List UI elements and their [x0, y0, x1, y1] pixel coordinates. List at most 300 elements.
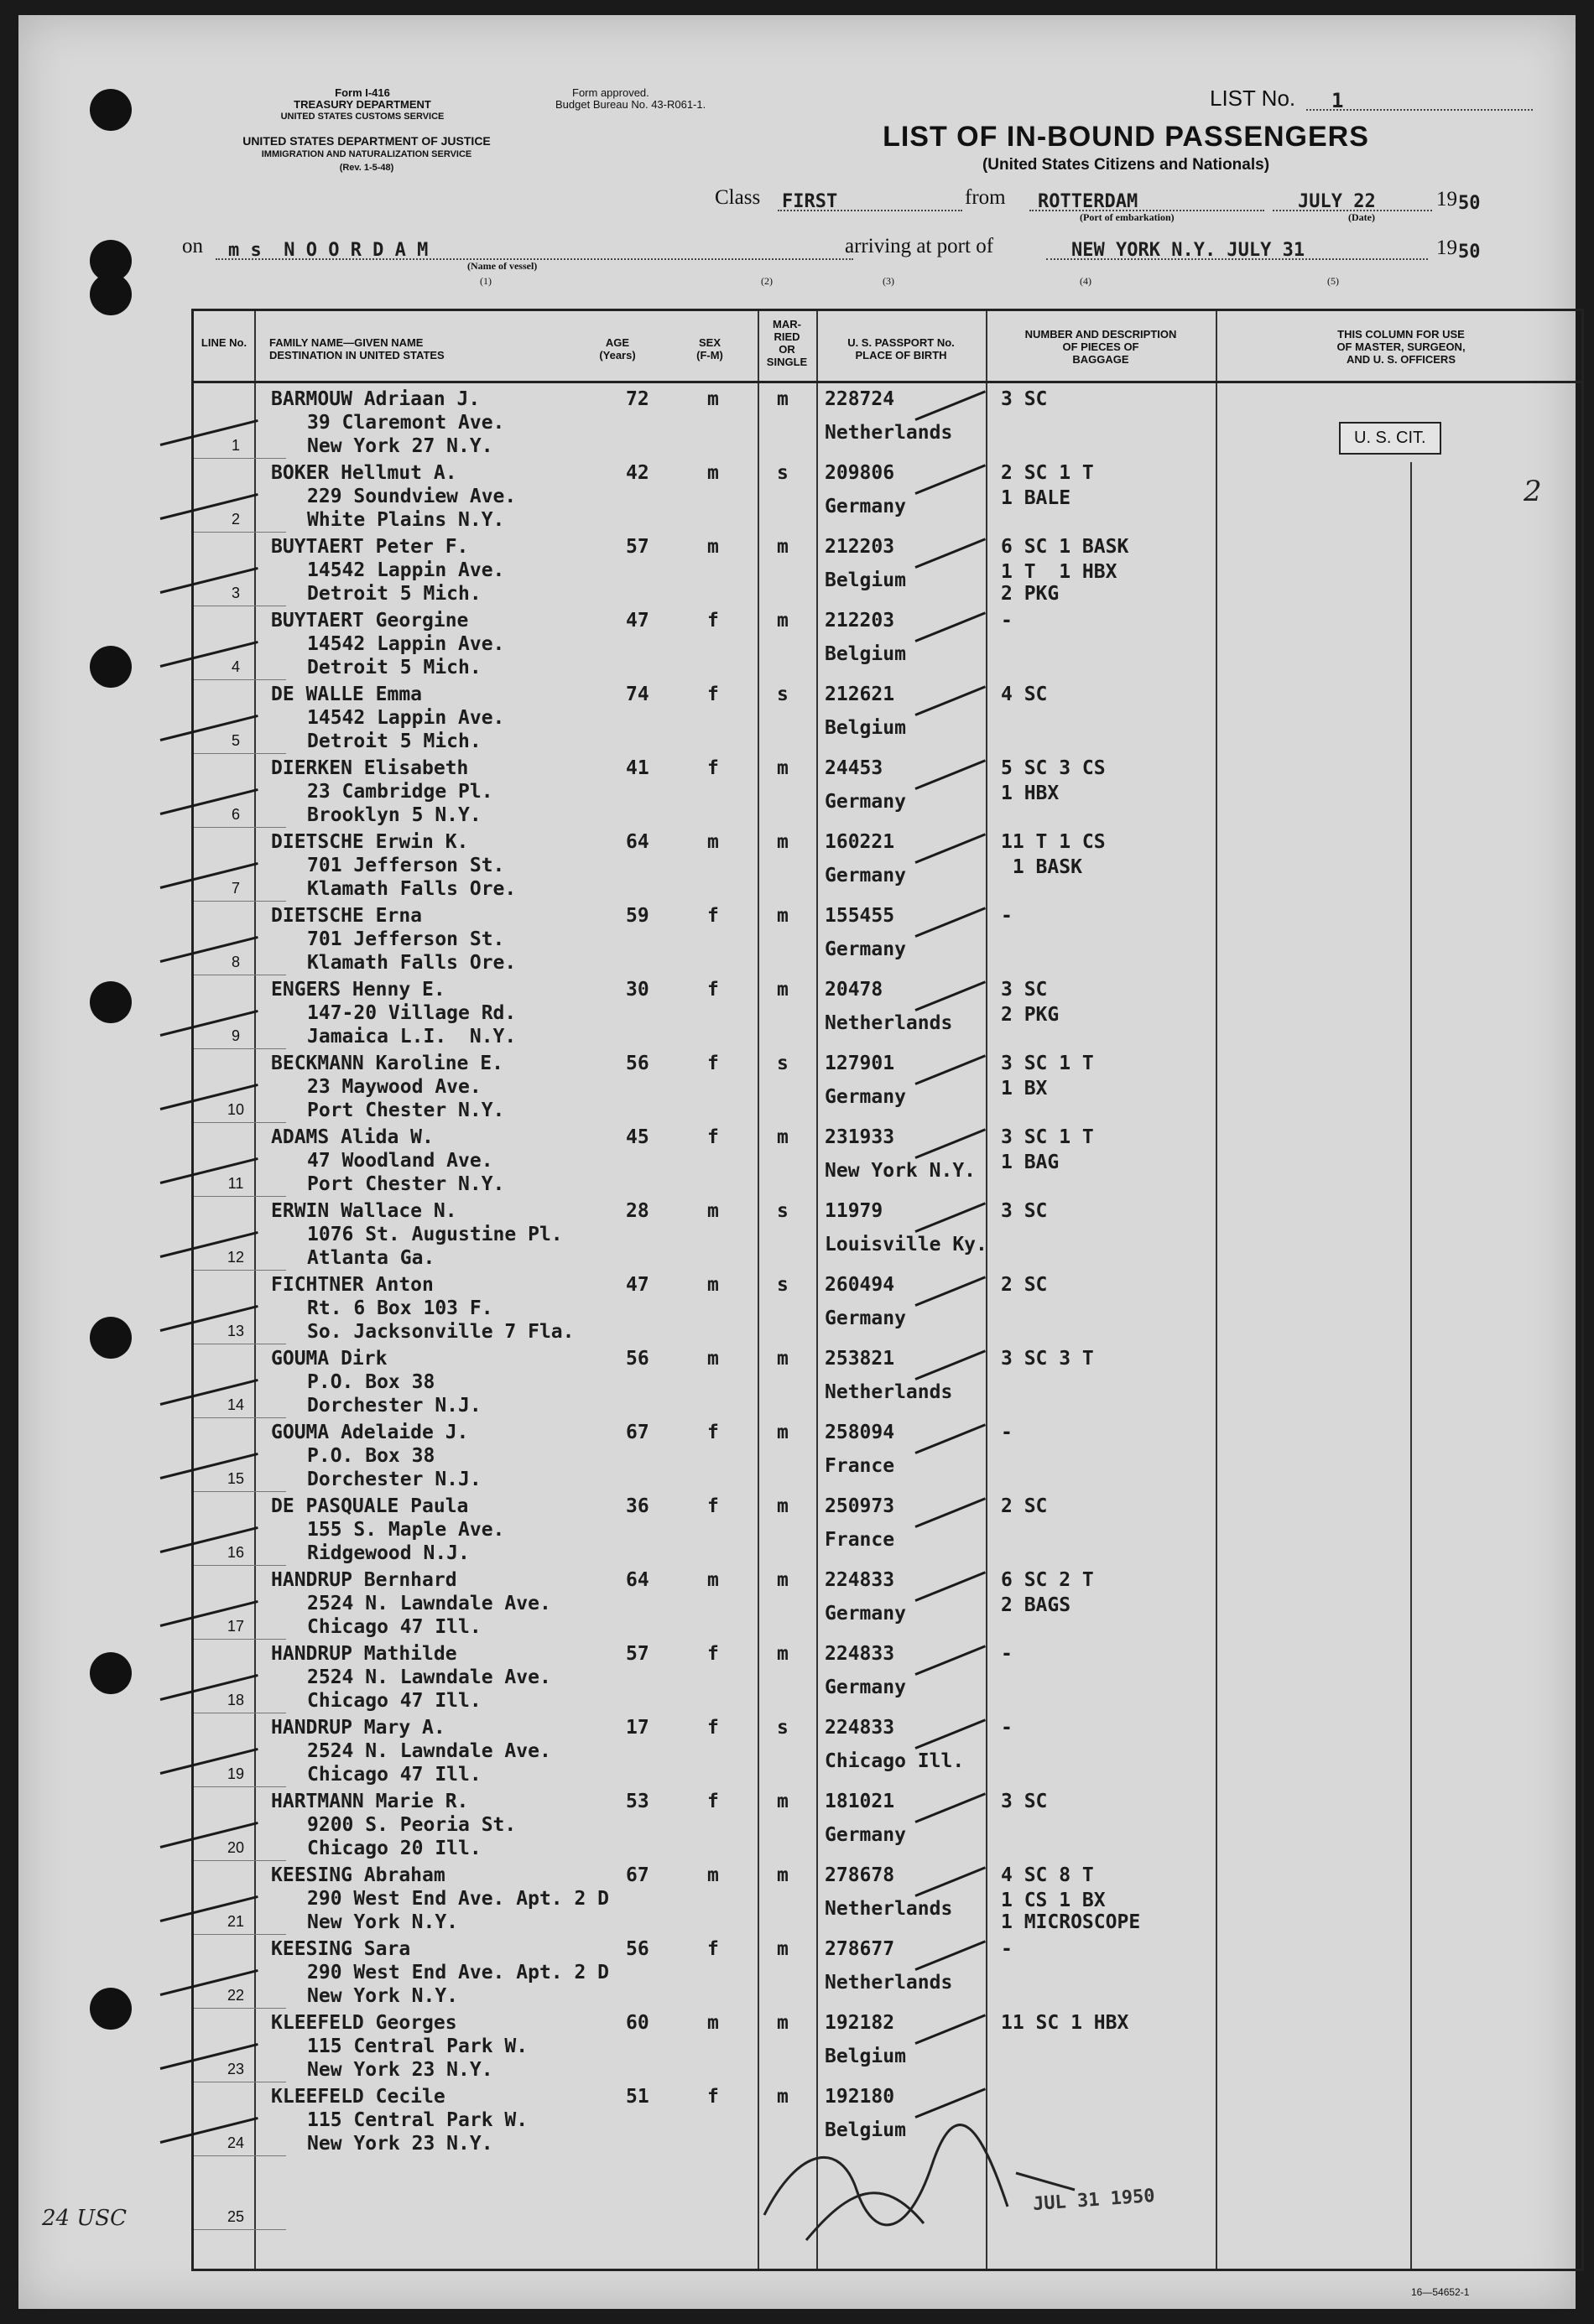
header-passport: U. S. PASSPORT No. PLACE OF BIRTH: [847, 336, 955, 361]
table-row: [194, 754, 1586, 828]
passport-checkmark: [914, 1202, 986, 1232]
baggage-line-1: 4 SC: [1001, 684, 1048, 705]
passenger-name: HANDRUP Bernhard: [271, 1569, 457, 1591]
passenger-name: ENGERS Henny E.: [271, 979, 445, 1001]
address-line-2: Klamath Falls Ore.: [307, 878, 517, 900]
treasury-department: TREASURY DEPARTMENT: [294, 98, 431, 111]
line-number: 2: [231, 511, 240, 528]
baggage-line-1: 4 SC 8 T: [1001, 1864, 1094, 1886]
form-approved: Form approved.: [572, 86, 649, 99]
passenger-age: 47: [626, 610, 649, 632]
baggage-line-2: 1 HBX: [1001, 782, 1060, 804]
passenger-sex: f: [707, 1938, 719, 1960]
line-number: 6: [231, 806, 240, 823]
form-header-treasury: [237, 87, 488, 122]
passenger-sex: f: [707, 1495, 719, 1517]
table-row: [194, 533, 1586, 606]
marital-status: m: [777, 1864, 789, 1886]
passport-checkmark: [914, 464, 986, 494]
passport-checkmark: [914, 1128, 986, 1158]
passenger-name: KLEEFELD Cecile: [271, 2086, 445, 2108]
date-note: (Date): [1348, 211, 1375, 223]
passenger-age: 74: [626, 684, 649, 705]
line-number: 25: [227, 2208, 245, 2225]
passport-number: 155455: [825, 905, 895, 927]
table-row: [194, 459, 1586, 533]
address-line-1: 14542 Lappin Ave.: [307, 707, 505, 729]
passport-number: 20478: [825, 979, 883, 1001]
marital-status: m: [777, 536, 789, 558]
address-line-1: 115 Central Park W.: [307, 2035, 529, 2057]
passenger-name: DE WALLE Emma: [271, 684, 423, 705]
passport-number: 228724: [825, 388, 895, 410]
address-line-2: Klamath Falls Ore.: [307, 952, 517, 974]
passenger-sex: f: [707, 684, 719, 705]
place-of-birth: Germany: [825, 1308, 906, 1329]
line-number: 9: [231, 1027, 240, 1044]
passenger-name: KEESING Sara: [271, 1938, 411, 1960]
arriving-label: arriving at port of: [845, 235, 994, 257]
address-line-1: 23 Cambridge Pl.: [307, 781, 493, 803]
line-number: 15: [227, 1470, 245, 1487]
passenger-name: ADAMS Alida W.: [271, 1126, 434, 1148]
address-line-1: 14542 Lappin Ave.: [307, 559, 505, 581]
marital-status: m: [777, 2012, 789, 2034]
place-of-birth: France: [825, 1455, 895, 1477]
officer-signature: [731, 2114, 1083, 2257]
address-line-2: Chicago 47 Ill.: [307, 1764, 482, 1786]
passport-checkmark: [914, 1349, 986, 1380]
line-number: 24: [227, 2134, 245, 2151]
passenger-age: 72: [626, 388, 649, 410]
margin-handwritten-note: 24 USC: [42, 2206, 127, 2231]
address-line-1: 2524 N. Lawndale Ave.: [307, 1740, 551, 1762]
punch-hole: [90, 1988, 132, 2030]
passenger-age: 56: [626, 1053, 649, 1074]
line-number: 13: [227, 1323, 245, 1339]
place-of-birth: Chicago Ill.: [825, 1750, 965, 1772]
address-line-1: 290 West End Ave. Apt. 2 D: [307, 1962, 610, 1983]
address-line-1: 701 Jefferson St.: [307, 928, 505, 950]
table-row: [194, 606, 1586, 680]
year-suffix: 50: [1458, 193, 1481, 214]
column-number-3: (3): [883, 275, 894, 287]
place-of-birth: Belgium: [825, 2046, 906, 2067]
passport-number: 260494: [825, 1274, 895, 1296]
place-of-birth: Germany: [825, 938, 906, 960]
passport-checkmark: [914, 1497, 986, 1527]
passport-checkmark: [914, 611, 986, 642]
passenger-age: 60: [626, 2012, 649, 2034]
passport-number: 278677: [825, 1938, 895, 1960]
table-row: [194, 2009, 1586, 2082]
baggage-line-2: 1 CS 1 BX: [1001, 1890, 1106, 1911]
us-citizen-stamp: U. S. CIT.: [1339, 422, 1441, 455]
address-line-1: 229 Soundview Ave.: [307, 486, 517, 507]
header-sex: SEX (F-M): [696, 336, 723, 361]
marital-status: m: [777, 1126, 789, 1148]
passport-number: 253821: [825, 1348, 895, 1370]
passport-number: 160221: [825, 831, 895, 853]
budget-bureau: Budget Bureau No. 43-R061-1.: [555, 98, 706, 111]
passenger-age: 36: [626, 1495, 649, 1517]
address-line-2: Chicago 47 Ill.: [307, 1616, 482, 1638]
address-line-1: 701 Jefferson St.: [307, 855, 505, 876]
passport-checkmark: [914, 1866, 986, 1896]
address-line-1: 155 S. Maple Ave.: [307, 1519, 505, 1541]
baggage-line-1: 3 SC 1 T: [1001, 1053, 1094, 1074]
passenger-sex: f: [707, 979, 719, 1001]
column-number-4: (4): [1080, 275, 1091, 287]
passenger-age: 67: [626, 1422, 649, 1443]
year-prefix: 19: [1436, 188, 1457, 211]
departure-date: JULY 22: [1298, 191, 1376, 212]
form-header-justice: [161, 134, 572, 174]
form-approval: [555, 87, 807, 111]
passenger-name: KEESING Abraham: [271, 1864, 445, 1886]
address-line-2: Detroit 5 Mich.: [307, 730, 482, 752]
address-line-1: P.O. Box 38: [307, 1371, 435, 1393]
baggage-line-1: 11 SC 1 HBX: [1001, 2012, 1129, 2034]
line-number: 3: [231, 585, 240, 601]
line-number: 23: [227, 2061, 245, 2077]
marital-status: m: [777, 1348, 789, 1370]
passenger-age: 56: [626, 1938, 649, 1960]
passport-number: 212203: [825, 536, 895, 558]
passport-checkmark: [914, 1792, 986, 1822]
place-of-birth: New York N.Y.: [825, 1160, 977, 1182]
passenger-sex: f: [707, 1053, 719, 1074]
table-row: [194, 1713, 1586, 1787]
customs-service: UNITED STATES CUSTOMS SERVICE: [280, 112, 445, 122]
punch-hole: [90, 1652, 132, 1694]
baggage-line-1: 3 SC: [1001, 979, 1048, 1001]
passport-number: 278678: [825, 1864, 895, 1886]
line-number: 22: [227, 1987, 245, 2004]
place-of-birth: Belgium: [825, 717, 906, 739]
table-row: [194, 1123, 1586, 1197]
passenger-sex: m: [707, 831, 719, 853]
address-line-2: New York 27 N.Y.: [307, 435, 493, 457]
punch-hole: [90, 273, 132, 315]
passenger-age: 45: [626, 1126, 649, 1148]
header-married: MAR- RIED OR SINGLE: [766, 318, 808, 368]
ins-service: IMMIGRATION AND NATURALIZATION SERVICE: [261, 149, 472, 159]
passenger-name: HANDRUP Mary A.: [271, 1717, 445, 1739]
address-line-2: Detroit 5 Mich.: [307, 583, 482, 605]
passport-checkmark: [914, 1571, 986, 1601]
place-of-birth: Germany: [825, 1086, 906, 1108]
place-of-birth: Netherlands: [825, 1381, 953, 1403]
table-row: [194, 1566, 1586, 1640]
passenger-name: BUYTAERT Peter F.: [271, 536, 469, 558]
address-line-2: New York N.Y.: [307, 1911, 459, 1933]
address-line-2: Port Chester N.Y.: [307, 1100, 505, 1121]
list-number-label: LIST No.: [1210, 86, 1296, 111]
passport-checkmark: [914, 390, 986, 420]
baggage-line-3: 2 PKG: [1001, 583, 1060, 605]
passenger-age: 42: [626, 462, 649, 484]
passenger-sex: f: [707, 1422, 719, 1443]
address-line-2: New York 23 N.Y.: [307, 2133, 493, 2155]
header-baggage: NUMBER AND DESCRIPTION OF PIECES OF BAGGAGE: [1024, 328, 1177, 366]
passport-number: 250973: [825, 1495, 895, 1517]
passenger-age: 64: [626, 1569, 649, 1591]
passenger-age: 57: [626, 1643, 649, 1665]
address-line-2: White Plains N.Y.: [307, 509, 505, 531]
passport-number: 24453: [825, 757, 883, 779]
address-line-1: 23 Maywood Ave.: [307, 1076, 482, 1098]
place-of-birth: Germany: [825, 496, 906, 517]
header-rule: [194, 381, 1581, 383]
passenger-name: BECKMANN Karoline E.: [271, 1053, 503, 1074]
page-subtitle: (United States Citizens and Nationals): [982, 156, 1270, 174]
passport-number: 192182: [825, 2012, 895, 2034]
passenger-sex: f: [707, 1791, 719, 1812]
line-number: 12: [227, 1249, 245, 1266]
passenger-name: HARTMANN Marie R.: [271, 1791, 469, 1812]
passenger-table: [191, 309, 1584, 2271]
line-number: 19: [227, 1765, 245, 1782]
baggage-line-2: 1 BALE: [1001, 487, 1071, 509]
passenger-age: 56: [626, 1348, 649, 1370]
line-number: 18: [227, 1692, 245, 1708]
officer-handwritten-mark: 2: [1524, 475, 1542, 508]
table-row: [194, 1049, 1586, 1123]
arrival-value: NEW YORK N.Y. JULY 31: [1071, 240, 1305, 261]
arrival-year-prefix: 19: [1436, 237, 1457, 259]
baggage-line-1: 5 SC 3 CS: [1001, 757, 1106, 779]
address-line-1: Rt. 6 Box 103 F.: [307, 1297, 493, 1319]
address-line-2: New York N.Y.: [307, 1985, 459, 2007]
vessel-note: (Name of vessel): [467, 260, 538, 272]
passport-checkmark: [914, 685, 986, 715]
baggage-line-2: 1 BASK: [1001, 856, 1082, 878]
passenger-name: BARMOUW Adriaan J.: [271, 388, 481, 410]
passenger-sex: f: [707, 905, 719, 927]
passenger-age: 51: [626, 2086, 649, 2108]
marital-status: s: [777, 684, 789, 705]
port-embarkation-note: (Port of embarkation): [1080, 211, 1175, 223]
passenger-sex: f: [707, 757, 719, 779]
marital-status: s: [777, 1053, 789, 1074]
marital-status: m: [777, 1495, 789, 1517]
passport-checkmark: [914, 1645, 986, 1675]
line-number: 20: [227, 1839, 245, 1856]
place-of-birth: Netherlands: [825, 422, 953, 444]
table-row: [194, 1271, 1586, 1344]
table-row: [194, 902, 1586, 975]
baggage-line-1: -: [1001, 1938, 1013, 1960]
marital-status: m: [777, 757, 789, 779]
passport-number: 212621: [825, 684, 895, 705]
punch-hole: [90, 89, 132, 131]
header-name: FAMILY NAME—GIVEN NAME DESTINATION IN UNITED STATES: [269, 336, 445, 361]
passenger-name: BOKER Hellmut A.: [271, 462, 457, 484]
table-row: [194, 1418, 1586, 1492]
baggage-line-2: 2 BAGS: [1001, 1594, 1071, 1616]
justice-department: UNITED STATES DEPARTMENT OF JUSTICE: [242, 134, 491, 148]
place-of-birth: Belgium: [825, 2119, 906, 2141]
table-row: [194, 1935, 1586, 2009]
place-of-birth: Germany: [825, 1603, 906, 1625]
form-revision: (Rev. 1-5-48): [339, 163, 394, 173]
from-label: from: [965, 186, 1006, 209]
address-line-1: 2524 N. Lawndale Ave.: [307, 1666, 551, 1688]
punch-hole: [90, 981, 132, 1023]
passport-number: 11979: [825, 1200, 883, 1222]
marital-status: m: [777, 905, 789, 927]
marital-status: m: [777, 610, 789, 632]
passenger-sex: m: [707, 388, 719, 410]
baggage-line-1: 6 SC 2 T: [1001, 1569, 1094, 1591]
passport-checkmark: [914, 759, 986, 789]
baggage-line-2: 2 PKG: [1001, 1004, 1060, 1026]
marital-status: m: [777, 1791, 789, 1812]
place-of-birth: Germany: [825, 791, 906, 813]
baggage-line-1: -: [1001, 905, 1013, 927]
passport-checkmark: [914, 833, 986, 863]
on-label: on: [182, 235, 203, 257]
table-row: [194, 1861, 1586, 1935]
page-title: LIST OF IN-BOUND PASSENGERS: [883, 121, 1369, 153]
baggage-line-1: -: [1001, 1643, 1013, 1665]
passport-number: 231933: [825, 1126, 895, 1148]
baggage-line-1: 3 SC 3 T: [1001, 1348, 1094, 1370]
place-of-birth: Germany: [825, 1677, 906, 1698]
place-of-birth: Germany: [825, 1824, 906, 1846]
address-line-1: 147-20 Village Rd.: [307, 1002, 517, 1024]
place-of-birth: Netherlands: [825, 1012, 953, 1034]
passenger-sex: m: [707, 1348, 719, 1370]
line-number: 8: [231, 954, 240, 970]
address-line-2: Ridgewood N.J.: [307, 1542, 470, 1564]
place-of-birth: Netherlands: [825, 1898, 953, 1920]
passenger-sex: m: [707, 1274, 719, 1296]
passenger-sex: m: [707, 462, 719, 484]
arrival-year-suffix: 50: [1458, 242, 1481, 263]
passport-checkmark: [914, 1718, 986, 1749]
table-row: [194, 975, 1586, 1049]
passenger-age: 17: [626, 1717, 649, 1739]
column-number-1: (1): [480, 275, 492, 287]
passenger-age: 57: [626, 536, 649, 558]
marital-status: m: [777, 979, 789, 1001]
baggage-line-1: -: [1001, 1717, 1013, 1739]
passenger-sex: m: [707, 1200, 719, 1222]
baggage-line-1: 3 SC: [1001, 1791, 1048, 1812]
baggage-line-2: 1 BAG: [1001, 1152, 1060, 1173]
passport-number: 181021: [825, 1791, 895, 1812]
address-line-1: 115 Central Park W.: [307, 2109, 529, 2131]
table-row: [194, 1197, 1586, 1271]
address-line-2: Detroit 5 Mich.: [307, 657, 482, 678]
address-line-2: Brooklyn 5 N.Y.: [307, 804, 482, 826]
baggage-line-1: 2 SC: [1001, 1274, 1048, 1296]
baggage-line-1: -: [1001, 1422, 1013, 1443]
passenger-age: 64: [626, 831, 649, 853]
passenger-name: DIETSCHE Erna: [271, 905, 423, 927]
passport-checkmark: [914, 1940, 986, 1970]
marital-status: m: [777, 831, 789, 853]
baggage-line-2: 1 T 1 HBX: [1001, 561, 1117, 583]
row-divider: [194, 2229, 286, 2230]
class-value: FIRST: [782, 191, 838, 212]
address-line-1: 2524 N. Lawndale Ave.: [307, 1593, 551, 1614]
passport-number: 192180: [825, 2086, 895, 2108]
passenger-name: HANDRUP Mathilde: [271, 1643, 457, 1665]
passenger-name: FICHTNER Anton: [271, 1274, 434, 1296]
passenger-name: DIERKEN Elisabeth: [271, 757, 469, 779]
from-value: ROTTERDAM: [1038, 191, 1138, 212]
baggage-line-1: 3 SC 1 T: [1001, 1126, 1094, 1148]
line-number: 10: [227, 1101, 245, 1118]
class-label: Class: [715, 186, 761, 209]
passport-number: 209806: [825, 462, 895, 484]
vessel-name: m s N O O R D A M: [228, 240, 429, 261]
marital-status: s: [777, 1274, 789, 1296]
passport-number: 212203: [825, 610, 895, 632]
passport-number: 127901: [825, 1053, 895, 1074]
line-number: 16: [227, 1544, 245, 1561]
passenger-age: 67: [626, 1864, 649, 1886]
address-line-1: 9200 S. Peoria St.: [307, 1814, 517, 1836]
table-row: [194, 680, 1586, 754]
table-row: [194, 1787, 1586, 1861]
list-number-value: 1: [1331, 89, 1344, 112]
form-number: Form I-416: [335, 86, 390, 99]
marital-status: m: [777, 2086, 789, 2108]
address-line-2: Dorchester N.J.: [307, 1469, 482, 1490]
passenger-sex: f: [707, 1126, 719, 1148]
passport-checkmark: [914, 1276, 986, 1306]
address-line-1: 14542 Lappin Ave.: [307, 633, 505, 655]
place-of-birth: France: [825, 1529, 895, 1551]
line-number: 11: [227, 1175, 244, 1192]
baggage-line-1: 3 SC: [1001, 1200, 1048, 1222]
date-stamp: JUL 31 1950: [1032, 2185, 1156, 2216]
baggage-line-3: 1 MICROSCOPE: [1001, 1911, 1141, 1933]
marital-status: s: [777, 1717, 789, 1739]
passenger-sex: f: [707, 610, 719, 632]
passenger-name: KLEEFELD Georges: [271, 2012, 457, 2034]
footer-print-code: 16—54652-1: [1411, 2286, 1470, 2298]
address-line-2: Chicago 47 Ill.: [307, 1690, 482, 1712]
address-line-2: Atlanta Ga.: [307, 1247, 435, 1269]
header-officers: THIS COLUMN FOR USE OF MASTER, SURGEON, AND U. S. OFFICERS: [1336, 328, 1466, 366]
address-line-2: Jamaica L.I. N.Y.: [307, 1026, 517, 1048]
line-number: 4: [231, 658, 240, 675]
place-of-birth: Belgium: [825, 643, 906, 665]
passenger-age: 59: [626, 905, 649, 927]
marital-status: m: [777, 1938, 789, 1960]
punch-hole: [90, 1317, 132, 1359]
place-of-birth: Louisville Ky.: [825, 1234, 987, 1256]
passenger-name: ERWIN Wallace N.: [271, 1200, 457, 1222]
line-number: 21: [227, 1913, 245, 1930]
column-number-5: (5): [1327, 275, 1339, 287]
passenger-sex: f: [707, 1717, 719, 1739]
passenger-sex: f: [707, 1643, 719, 1665]
table-row: [194, 1640, 1586, 1713]
line-number: 7: [231, 880, 240, 897]
address-line-1: 47 Woodland Ave.: [307, 1150, 493, 1172]
address-line-2: New York 23 N.Y.: [307, 2059, 493, 2081]
address-line-1: 39 Claremont Ave.: [307, 412, 505, 434]
manifest-page: [18, 15, 1576, 2309]
baggage-line-1: 2 SC 1 T: [1001, 462, 1094, 484]
place-of-birth: Belgium: [825, 569, 906, 591]
